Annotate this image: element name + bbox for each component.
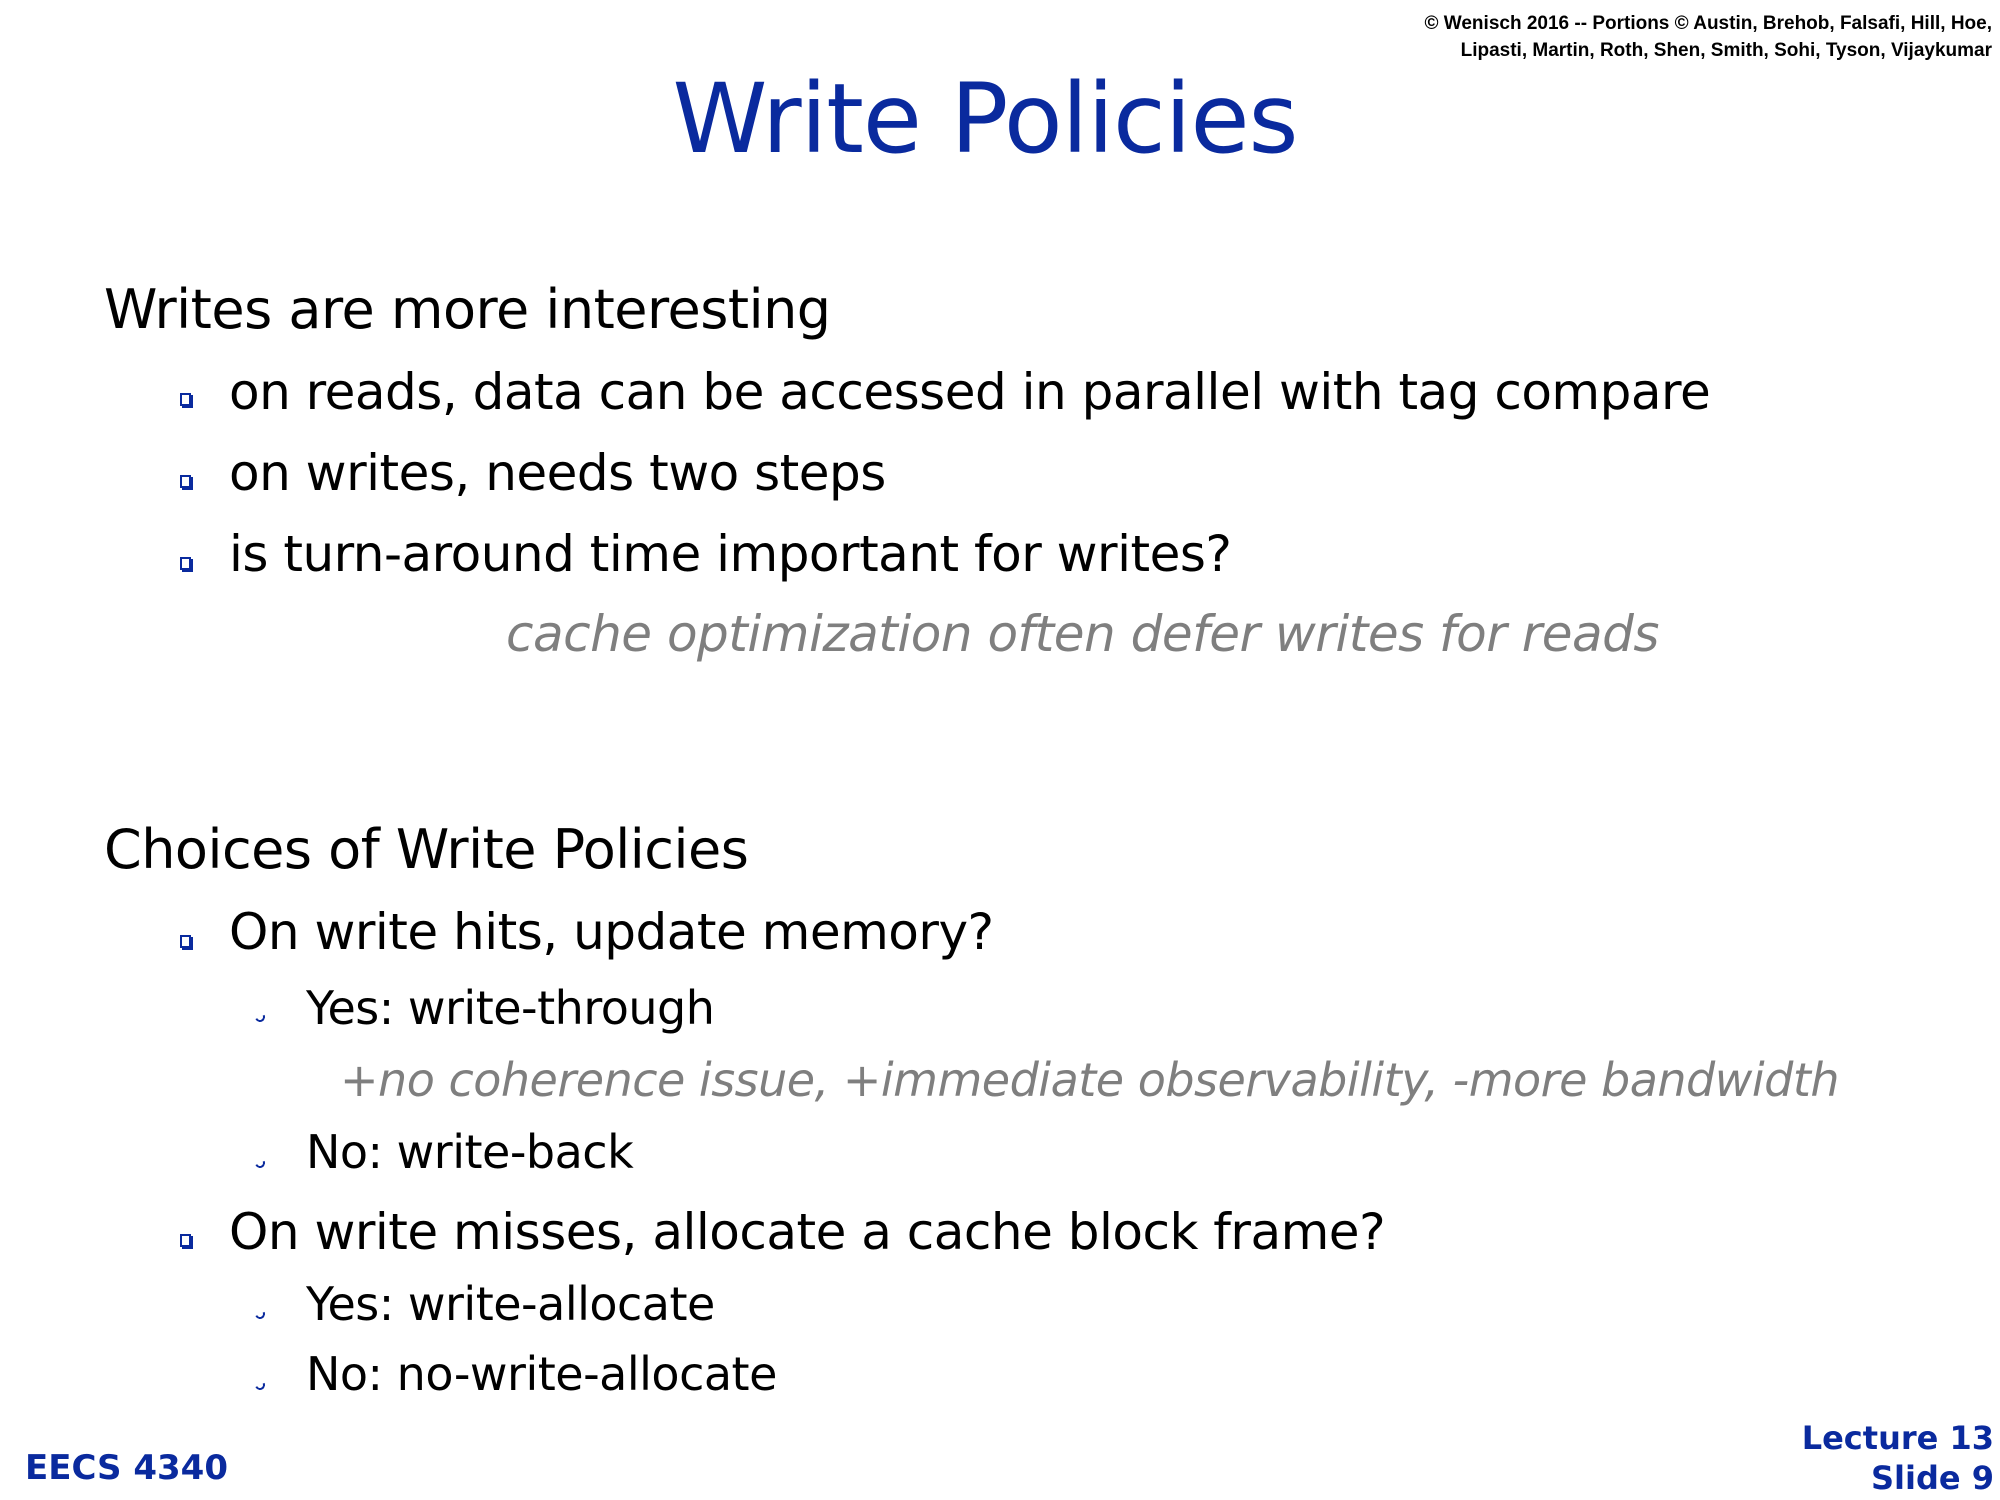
section-heading-writes: Writes are more interesting bbox=[104, 278, 831, 341]
note-defer-writes: cache optimization often defer writes for reads bbox=[506, 605, 1659, 663]
square-bullet-icon bbox=[180, 935, 191, 948]
circle-bullet-icon bbox=[254, 1011, 267, 1024]
section-heading-choices: Choices of Write Policies bbox=[104, 818, 749, 881]
slide-title: Write Policies bbox=[672, 63, 1298, 175]
bullet-write-misses: On write misses, allocate a cache block frame? bbox=[229, 1203, 1386, 1261]
bullet-writes: on writes, needs two steps bbox=[229, 444, 886, 502]
square-bullet-icon bbox=[180, 1234, 191, 1247]
sub-bullet-no-write-allocate: No: no-write-allocate bbox=[306, 1347, 777, 1401]
lecture-label: Lecture 13 bbox=[1801, 1419, 1994, 1457]
copyright-notice bbox=[992, 10, 1992, 64]
square-bullet-icon bbox=[180, 393, 191, 406]
bullet-write-hits: On write hits, update memory? bbox=[229, 903, 994, 961]
slide-number bbox=[1802, 1418, 1994, 1498]
slide-label: Slide 9 bbox=[1871, 1459, 1994, 1497]
sub-bullet-write-through: Yes: write-through bbox=[306, 981, 715, 1035]
copyright-line-2: Lipasti, Martin, Roth, Shen, Smith, Sohi, Tyson, Vijaykumar bbox=[1460, 40, 1992, 61]
circle-bullet-icon bbox=[254, 1308, 267, 1321]
sub-bullet-write-back: No: write-back bbox=[306, 1125, 634, 1179]
circle-bullet-icon bbox=[254, 1379, 267, 1392]
copyright-line-1: © Wenisch 2016 -- Portions © Austin, Brehob, Falsafi, Hill, Hoe, bbox=[1424, 13, 1992, 34]
note-write-through-tradeoffs: +no coherence issue, +immediate observability, -more bandwidth bbox=[340, 1053, 1840, 1107]
bullet-turnaround: is turn-around time important for writes? bbox=[229, 525, 1232, 583]
course-label: EECS 4340 bbox=[25, 1448, 228, 1488]
bullet-reads: on reads, data can be accessed in parallel with tag compare bbox=[229, 363, 1711, 421]
square-bullet-icon bbox=[180, 475, 191, 488]
circle-bullet-icon bbox=[254, 1157, 267, 1170]
sub-bullet-write-allocate: Yes: write-allocate bbox=[306, 1277, 715, 1331]
square-bullet-icon bbox=[180, 557, 191, 570]
